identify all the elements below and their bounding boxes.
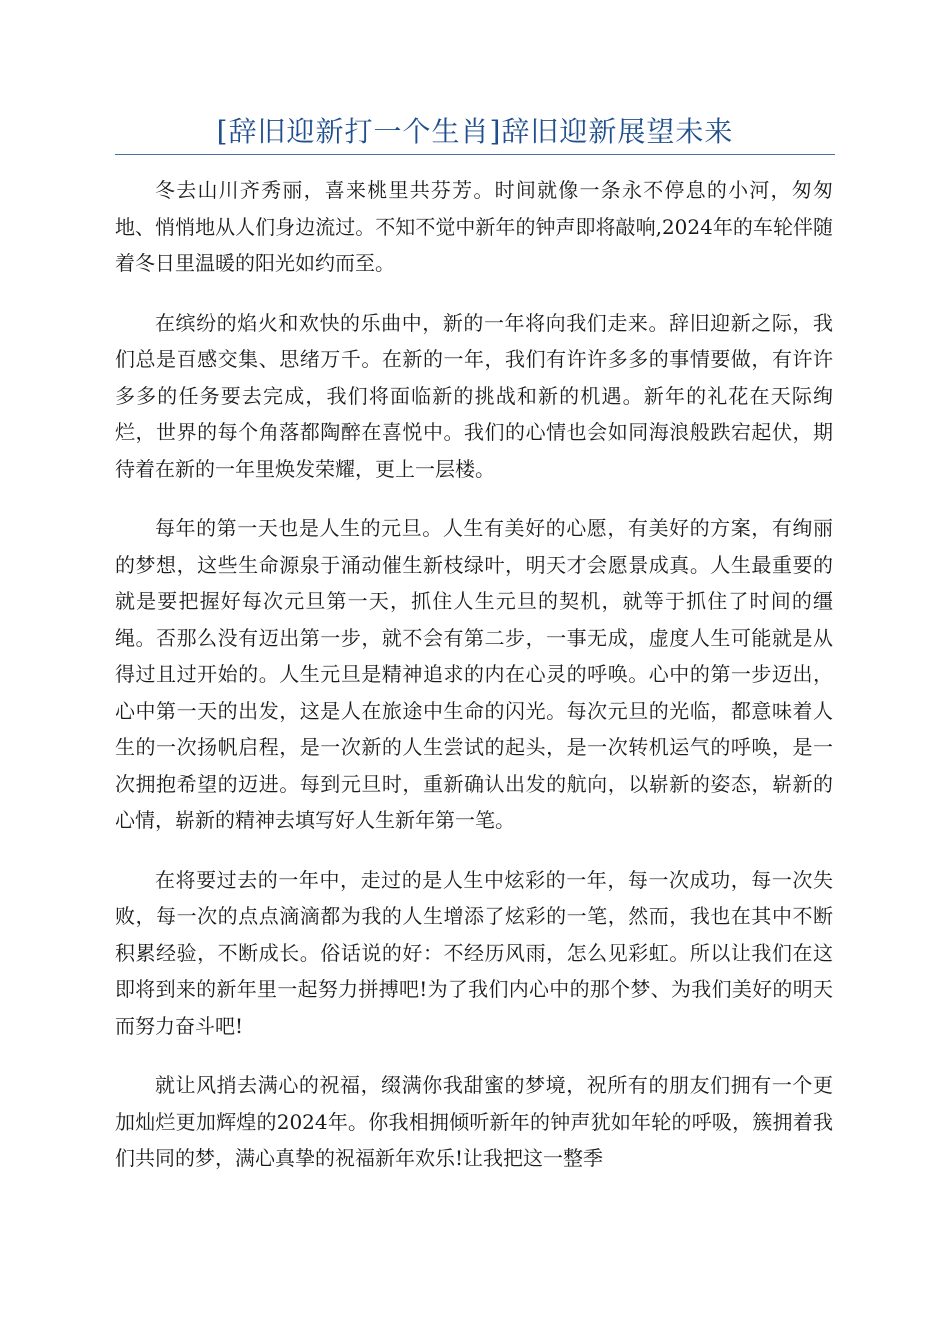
paragraph-3: 每年的第一天也是人生的元旦。人生有美好的心愿，有美好的方案，有绚丽的梦想，这些生命源泉于涌动催生新枝绿叶，明天才会愿景成真。人生最重要的就是要把握好每次元旦第一天，抓住人生元旦的契机，就等于抓住了时间的缰绳。否那么没有迈出第一步，就不会有第二步，一事无成，虚度人生可能就是从得过且过开始的。人生元旦是精神追求的内在心灵的呼唤。心中的第一步迈出，心中第一天的出发，这是人在旅途中生命的闪光。每次元旦的光临，都意味着人生的一次扬帆启程，是一次新的人生尝试的起头，是一次转机运气的呼唤，是一次拥抱希望的迈进。每到元旦时，重新确认出发的航向，以崭新的姿态，崭新的心情，崭新的精神去填写好人生新年第一笔。 <box>115 516 833 832</box>
document-body <box>115 172 833 1200</box>
paragraph-4: 在将要过去的一年中，走过的是人生中炫彩的一年，每一次成功，每一次失败，每一次的点点滴滴都为我的人生增添了炫彩的一笔，然而，我也在其中不断积累经验，不断成长。俗话说的好：不经历风雨，怎么见彩虹。所以让我们在这即将到来的新年里一起努力拼搏吧!为了我们内心中的那个梦、为我们美好的明天而努力奋斗吧! <box>115 867 833 1038</box>
page-title: [辞旧迎新打一个生肖]辞旧迎新展望未来 <box>216 115 734 148</box>
paragraph-2: 在缤纷的焰火和欢快的乐曲中，新的一年将向我们走来。辞旧迎新之际，我们总是百感交集、思绪万千。在新的一年，我们有许许多多的事情要做，有许许多多的任务要去完成，我们将面临新的挑战和新的机遇。新年的礼花在天际绚烂，世界的每个角落都陶醉在喜悦中。我们的心情也会如同海浪般跌宕起伏，期待着在新的一年里焕发荣耀，更上一层楼。 <box>115 310 833 481</box>
paragraph-5: 就让风捎去满心的祝福，缀满你我甜蜜的梦境，祝所有的朋友们拥有一个更加灿烂更加辉煌的2024年。你我相拥倾听新年的钟声犹如年轮的呼吸，簇拥着我们共同的梦，满心真挚的祝福新年欢乐!让我把这一整季 <box>115 1073 833 1170</box>
paragraph-1: 冬去山川齐秀丽，喜来桃里共芬芳。时间就像一条永不停息的小河，匆匆地、悄悄地从人们身边流过。不知不觉中新年的钟声即将敲响,2024年的车轮伴随着冬日里温暖的阳光如约而至。 <box>115 178 833 275</box>
title-underline <box>115 154 835 155</box>
